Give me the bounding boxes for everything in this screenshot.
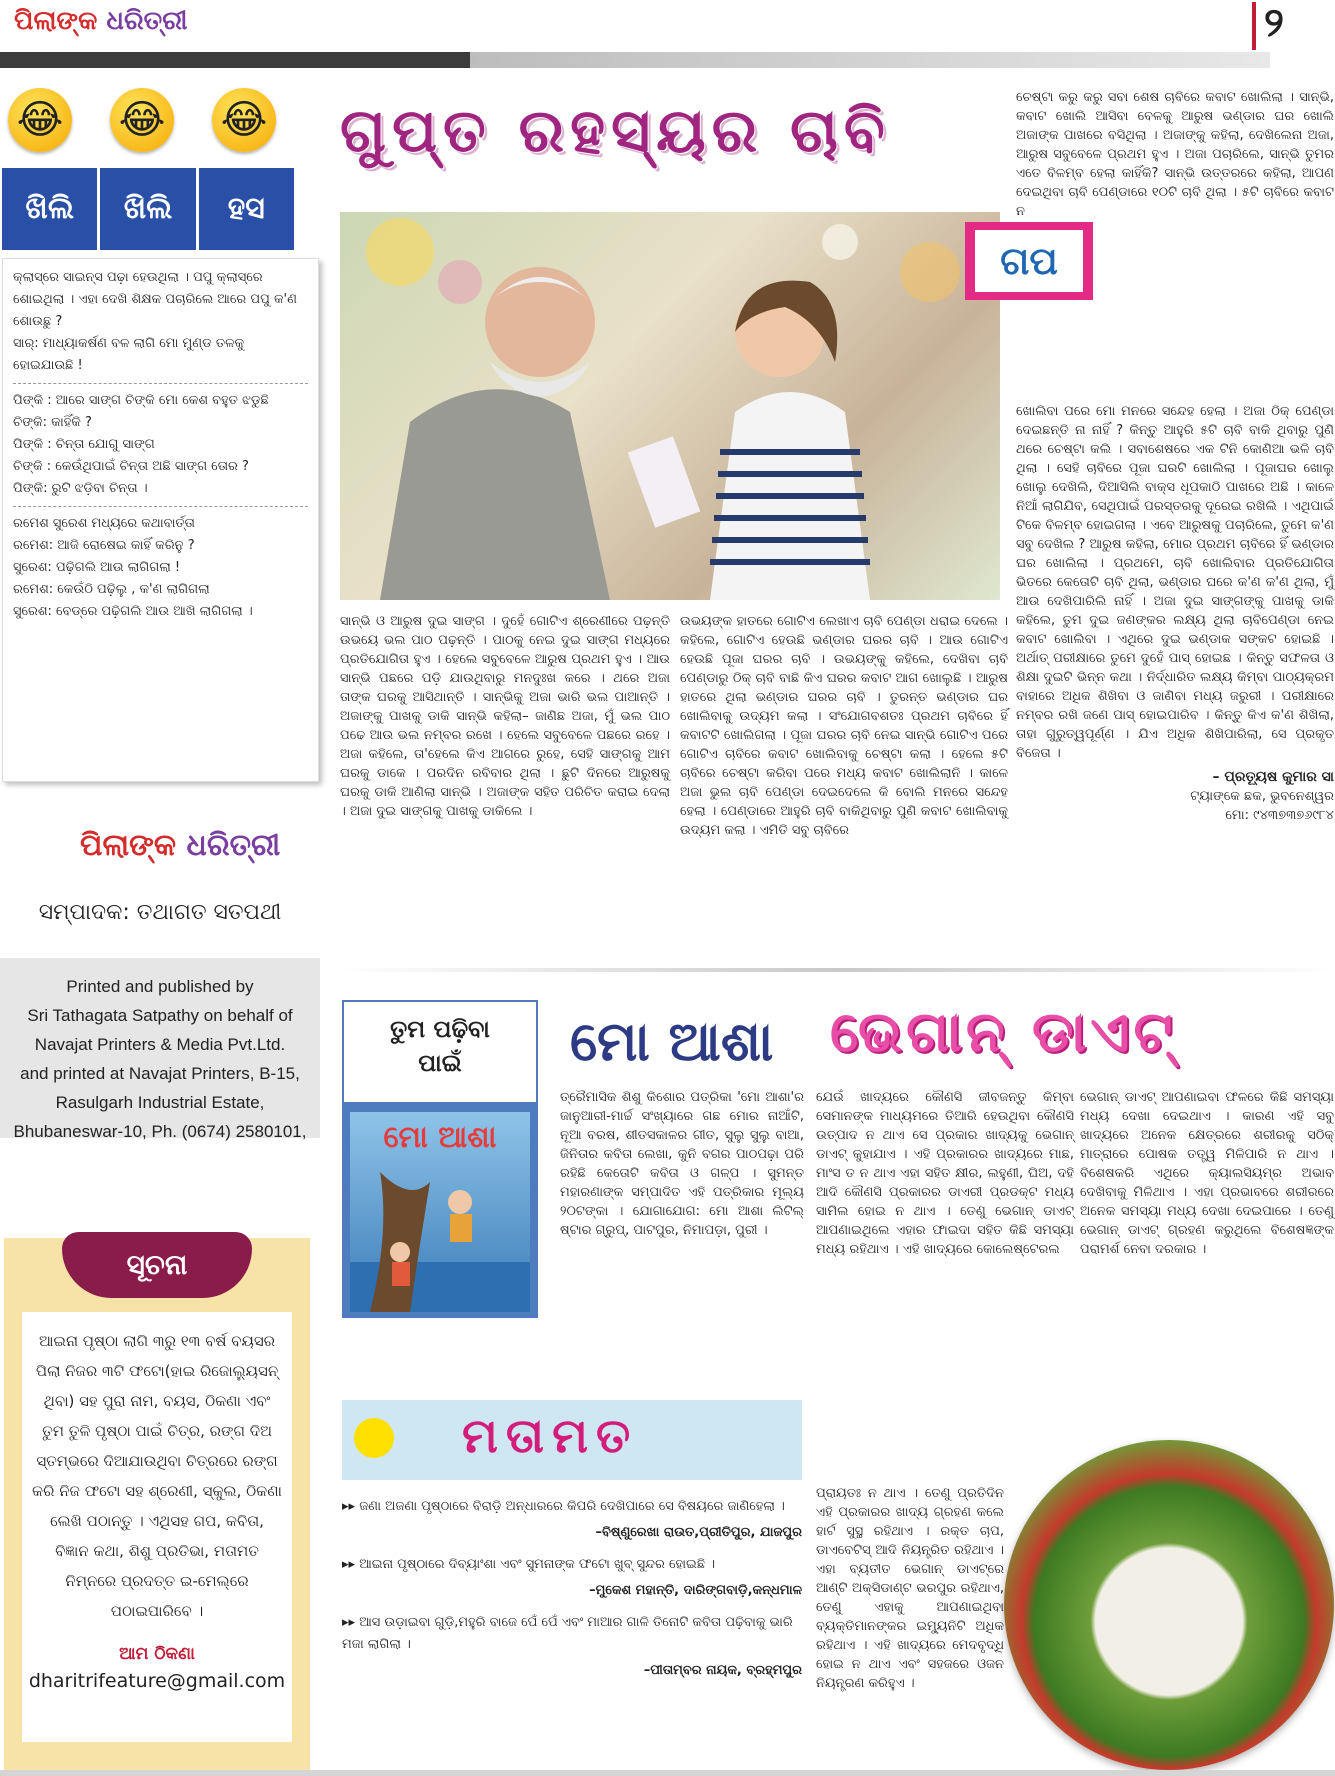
salad-bowl-image xyxy=(1004,1440,1334,1770)
joke-line: ପିଙ୍କି: ରୁଟି ଝଡ଼ିବା ଚିନ୍ତା । xyxy=(13,481,148,496)
bullet-arrow-icon: ▸▸ xyxy=(342,1499,360,1514)
joke-line: ରମେଶ: କେଉଁଠି ପଢ଼ିଲୁ , କ'ଣ ଲାଗିଗଲା xyxy=(13,582,210,597)
opinion-text: ଆଇନା ପୃଷ୍ଠାରେ ଦିବ୍ୟାଂଶା ଏବଂ ସୁମନାଙ୍କ ଫଟୋ ଖୁବ୍ ସୁନ୍ଦର ହୋଇଛି । xyxy=(359,1557,716,1572)
joke-line: ସୁରେଶ: ବେଡ୍‌ରେ ପଢ଼ିଗଲି ଆଉ ଆଖି ଲାଗିଗଲା । xyxy=(13,604,253,619)
story-column-1-text: ସାନ୍ଭି ଓ ଆରୁଷ ଦୁଇ ସାଙ୍ଗ । ଦୁହେଁ ଗୋଟିଏ ଶ୍ରେଣୀରେ ପଢ଼ନ୍ତି ଉଭୟେ ଭଲ ପାଠ ପଢ଼ନ୍ତି । ପାଠକୁ ନେଇ ଦୁଇ ସାଙ୍ଗ ମଧ୍ୟରେ ପ୍ରତିଯୋଗିତା ହୁଏ । ହେଲେ ସବୁବେଳେ ଆରୁଷ ପ୍ରଥମ ହୁଏ । ଆଉ ସାନ୍ଭି ପଛରେ ପଡ଼ି ଯାଉଥିବାରୁ ମନଦୁଃଖ କରେ । ଥରେ ଅଜା ତାଙ୍କ ଘରକୁ ଆସିଥାନ୍ତି । ସାନ୍ଭିକୁ ଅଜା ଭାରି ଭଲ ପାଆନ୍ତି । ଅଜାଙ୍କୁ ପାଖକୁ ଡାକି ସାନ୍ଭି କହିଲା– ଜାଣିଛ ଅଜା, ମୁଁ ଭଲ ପାଠ ପଢେ ଆଉ ଭଲ ନମ୍ବର ରଖେ । ହେଲେ ସବୁବେଳେ ପଛରେ ରହେ । ଅଜା କହିଲେ, ତା'ହେଲେ କିଏ ଆଗରେ ରୁହେ, ସେହି ସାଙ୍ଗକୁ ଆମ ଘରକୁ ଡାକେ । ପରଦିନ ରବିବାର ଥିଲା । ଛୁଟି ଦିନରେ ଆରୁଷକୁ ଘରକୁ ଡାକି ଆଣିଲା ସାନ୍ଭି । ଅଜାଙ୍କ ସହିତ ପରିଚିତ କରାଇ ଦେଲା । ଅଜା ଦୁଇ ସାଙ୍ଗକୁ ପାଖକୁ ଡାକିଲେ । xyxy=(340,614,670,819)
bullet-arrow-icon: ▸▸ xyxy=(342,1557,360,1572)
brand-part1: ପିଲାଙ୍କ xyxy=(80,828,177,863)
imprint-line: Rasulgarh Industrial Estate, xyxy=(55,1093,265,1112)
opinion-item xyxy=(342,1554,802,1602)
magazine-heading-line2: ପାଇଁ xyxy=(418,1049,462,1077)
joke-line: ସାର୍: ମାଧ୍ୟାକର୍ଷଣ ବଳ ଲାଗି ମୋ ମୁଣ୍ଡ ତଳକୁ ହୋଇଯାଉଛି ! xyxy=(13,336,245,373)
opinion-signature: –ମୁକେଶ ମହାନ୍ତି, ଦାରିଙ୍ଗବାଡ଼ି,କନ୍ଧମାଳ xyxy=(589,1583,802,1598)
story-genre-badge xyxy=(965,222,1093,300)
story-column-2: ଉଭୟଙ୍କ ହାତରେ ଗୋଟିଏ ଲେଖାଏ ଚାବି ପେଣ୍ଡା ଧରାଇ ଦେଲେ । କହିଲେ, ଗୋଟିଏ ହେଉଛି ଭଣ୍ଡାର ଘରର ଚାବି । ଆଉ ଗୋଟିଏ ହେଉଛି ପୂଜା ଘରର ଚାବି । ଉଭୟଙ୍କୁ କହିଲେ, ଦେଖିବା ଚାବି ପେଣ୍ଡାରୁ ଠିକ୍ ଚାବି ବାଛି କିଏ ଘରର କବାଟ ଆଗ ଖୋଲୁଛି । ଆରୁଷ ହାତରେ ଥିଲା ଭଣ୍ଡାର ଘରର ଚାବି । ତୁରନ୍ତ ଭଣ୍ଡାର ଘର ଖୋଲିବାକୁ ଉଦ୍ୟମ କଲା । ସଂଯୋଗବଶତଃ ପ୍ରଥମ ଚାବିରେ ହିଁ କବାଟଟି ଖୋଲିଗଲା । ପୂଜା ଘରର ଚାବି ନେଇ ସାନ୍ଭି ଗୋଟିଏ ପରେ ଗୋଟିଏ ଚାବିରେ କବାଟ ଖୋଲିବାକୁ ଚେଷ୍ଟା କଲା । ହେଲେ ୫ଟି ଚାବିରେ ଚେଷ୍ଟା କରିବା ପରେ ମଧ୍ୟ କବାଟ ଖୋଲିଲାନି । କାଳେ ଅଜା ଭୁଲ ଚାବି ପେଣ୍ଡା ଦେଇଦେଲେ କି ବୋଲି ମନରେ ସନ୍ଦେହ ହେଲା । ପେଣ୍ଡାରେ ଆହୁରି ଚାବି ବାକିଥିବାରୁ ପୁଣି କବାଟ ଖୋଲିବାକୁ ଉଦ୍ୟମ କଲା । ଏମିତି ସବୁ ଚାବିରେ xyxy=(680,614,1008,838)
vegan-column-2: ଭେଗାନ୍ ଡାଏଟ୍ ଆପଣାଇବା ଫଳରେ କିଛି ସମସ୍ୟା ମଧ୍ୟ ଦେଖା ଦେଇଥାଏ । କାରଣ ଏହି ସବୁ ଖାଦ୍ୟରେ ଅନେକ କ୍ଷେତ୍ରରେ ଶରୀରକୁ ସଠିକ୍ ମାତ୍ରାରେ ପୋଷକ ତତ୍ତ୍ୱ ମିଳିପାରି ନ ଥାଏ । ବିଶେଷକରି ଏଥିରେ କ୍ୟାଲସିୟମ୍‌ର ଅଭାବ ଦେଖିବାକୁ ମିଳିଥାଏ । ଏହା ପ୍ରଭାବରେ ଶରୀରରେ ଅନେକ ସମସ୍ୟା ମଧ୍ୟ ଦେଖା ଦେଇପାରେ । ତେଣୁ ଭେଗାନ୍ ଡାଏଟ୍ ଗ୍ରହଣ କରୁଥିଲେ ବିଶେଷଜ୍ଞଙ୍କ ପରାମର୍ଶ ନେବା ଦରକାର । xyxy=(1080,1090,1334,1257)
laughing-emoji-icon: 😂 xyxy=(212,88,276,152)
joke-line: ପିଙ୍କି : ଚିନ୍ତା ଯୋଗୁ ସାଙ୍ଗ xyxy=(13,437,155,452)
fun-title-word: ହସ xyxy=(227,191,265,226)
grandfather-girl-illustration xyxy=(340,212,1000,600)
genre-label: ଗପ xyxy=(975,230,1083,292)
opinions-header xyxy=(342,1400,802,1480)
opinion-signature: –ପୀତାମ୍ବର ନାୟକ, ବ୍ରହ୍ମପୁର xyxy=(643,1663,802,1678)
imprint-line: Navajat Printers & Media Pvt.Ltd. xyxy=(34,1035,286,1054)
joke-line: କ୍ଲାସ୍‌ରେ ସାଇନ୍ସ ପଢ଼ା ହେଉଥିଲା । ପପୁ କ୍ଲାସ୍‌ରେ ଶୋଇଥିଲା । ଏହା ଦେଖି ଶିକ୍ଷକ ପଚାରିଲେ ଆରେ ପପୁ କ'ଣ ଶୋଉଛୁ ? xyxy=(13,270,297,329)
joke-line: ପିଙ୍କି : ଆରେ ସାଙ୍ଗ ଚିଙ୍କି ମୋ କେଶ ବହୁତ ଝଡୁଛି xyxy=(13,393,269,408)
joke-line: ଚିଙ୍କି: କାହିଁକି ? xyxy=(13,415,92,430)
imprint-line: Printed and published by xyxy=(66,977,254,996)
imprint-line: Sri Tathagata Satpathy on behalf of xyxy=(27,1006,293,1025)
author-name: – ପ୍ରତ୍ୟୂଷ କୁମାର ସା xyxy=(1212,769,1334,785)
address-label: ଆମ ଠିକଣା xyxy=(119,1644,195,1664)
magazine-heading xyxy=(342,1000,538,1104)
fun-title-word: ଖିଲି xyxy=(100,168,198,250)
story-continuation-top: ଚେଷ୍ଟା କରୁ କରୁ ସବା ଶେଷ ଚାବିରେ କବାଟ ଖୋଲିଲା । ସାନ୍ଭି, କବାଟ ଖୋଲି ଆସିବା ବେଳକୁ ଆରୁଷ ଭଣ୍ଡାର ଘର ଖୋଲି ଅଜାଙ୍କ ପାଖରେ ବସିଥିଲା । ଅଜାଙ୍କୁ କହିଲା, ଦେଖିଲେନା ଅଜା, ଆରୁଷ ସବୁବେଳେ ପ୍ରଥମ ହୁଏ । ଅଜା ପଚାରିଲେ, ସାନ୍ଭି ତୁମର ଏତେ ବିଳମ୍ବ ହେଲା କାହିଁକି? ସାନ୍ଭି ଉତ୍ତରରେ କହିଲା, ଆପଣ ଦେଇଥିବା ଚାବି ପେଣ୍ଡାରେ ୧୦ଟି ଚାବି ଥିଲା । ୫ଟି ଚାବିରେ କବାଟ ନ xyxy=(1016,90,1334,219)
page-number-divider xyxy=(1252,2,1256,50)
section-divider xyxy=(340,968,1334,972)
joke-line: ରମେଶ: ଆଜି ରୋଷେଇ କାହିଁ କରିନୁ ? xyxy=(13,538,195,553)
fun-title-word: ଖିଲି xyxy=(2,168,100,250)
sun-icon xyxy=(354,1418,394,1458)
header-band-dark xyxy=(0,52,470,68)
contact-email: dharitrifeature@gmail.com xyxy=(28,1670,286,1692)
story-column-3 xyxy=(1016,402,1334,823)
header-band-light xyxy=(470,52,1270,68)
brand-part2: ଧରିତ୍ରୀ xyxy=(106,6,188,36)
magazine-cover-art xyxy=(350,1112,530,1312)
magazine-cover xyxy=(342,1000,538,1318)
author-place: ଟ୍ୟାଙ୍କେ ଛକ, ଭୁବନେଶ୍ୱର xyxy=(1190,789,1334,804)
jokes-box xyxy=(2,258,319,782)
vegan-column-1-text: ଯେଉଁ ଖାଦ୍ୟରେ କୌଣସି ଜୀବଜନ୍ତୁ କିମ୍ବା ସେମାନଙ୍କ ମାଧ୍ୟମରେ ତିଆରି ହେଉଥିବା କୌଣସି ଉତ୍ପାଦ ନ ଥାଏ ସେ ପ୍ରକାର ଖାଦ୍ୟକୁ ଭେଗାନ୍ ଡାଏଟ୍ କୁହାଯାଏ । ଏହି ପ୍ରକାରର ଖାଦ୍ୟରେ ମାଛ, ମାଂସ ତ ନ ଥାଏ ଏହା ସହିତ କ୍ଷୀର, ଲହୁଣୀ, ଘିଅ, ଦହି ଆଦି କୌଣସି ପ୍ରକାରର ଡାଏରୀ ପ୍ରଡକ୍ଟ ମଧ୍ୟ ସାମିଲ ହୋଇ ନ ଥାଏ । ତେଣୁ ଭେଗାନ୍ ଡାଏଟ୍ ଆପଣାଇଥିଲେ ଏହାର ଫାଇଦା ସହିତ କିଛି ସମସ୍ୟା ମଧ୍ୟ ରହିଥାଏ । ଏହି ଖାଦ୍ୟରେ କୋଲେଷ୍ଟେରଲ xyxy=(816,1090,1074,1257)
masthead-logo xyxy=(80,828,280,863)
notice-body xyxy=(22,1312,292,1742)
vegan-title: ଭେଗାନ୍ ଡାଏଟ୍ xyxy=(830,1000,1177,1065)
vegan-column-1-continued: ପ୍ରାୟତଃ ନ ଥାଏ । ତେଣୁ ପ୍ରତିଦିନ ଏହି ପ୍ରକାରର ଖାଦ୍ୟ ଗ୍ରହଣ କଲେ ହାର୍ଟ ସୁସ୍ଥ ରହିଥାଏ । ରକ୍ତ ଚାପ, ଡାଏବେଟିସ୍ ଆଦି ନିୟନ୍ତ୍ରିତ ରହିଥାଏ । ଏହା ବ୍ୟତୀତ ଭେଗାନ୍ ଡାଏଟ୍‌ରେ ଆଣ୍ଟି ଅକ୍ସିଡାଣ୍ଟ ଭରପୁର ରହିଥାଏ, ତେଣୁ ଏହାକୁ ଆପଣାଇଥିବା ବ୍ୟକ୍ତିମାନଙ୍କର ଇମ୍ୟୁନିଟି ଅଧିକ ରହିଥାଏ । ଏହି ଖାଦ୍ୟରେ ମେଦବୃଦ୍ଧି ହୋଇ ନ ଥାଏ ଏବଂ ସହଜରେ ଓଜନ ନିୟନ୍ତ୍ରଣ କରିହୁଏ । xyxy=(816,1486,1004,1691)
opinions-list xyxy=(342,1496,802,1692)
brand-part2: ଧରିତ୍ରୀ xyxy=(186,828,281,863)
notice-text: ଆଇନା ପୃଷ୍ଠା ଲାଗି ୩ରୁ ୧୩ ବର୍ଷ ବୟସର ପିଲା ନିଜର ୩ଟି ଫଟୋ(ହାଇ ରିଜୋଲ୍ୟୁସନ୍ ଥିବା) ସହ ପୁରା ନାମ, ବୟସ, ଠିକଣା ଏବଂ ତୁମ ତୁଳି ପୃଷ୍ଠା ପାଇଁ ଚିତ୍ର, ରଙ୍ଗ ଦିଅ ସ୍ତମ୍ଭରେ ଦିଆଯାଉଥିବା ଚିତ୍ରରେ ରଙ୍ଗ କରି ନିଜ ଫଟୋ ସହ ଶ୍ରେଣୀ, ସ୍କୁଲ, ଠିକଣା ଲେଖି ପଠାନ୍ତୁ । ଏଥିସହ ଗପ, କବିତା, ବିଜ୍ଞାନ କଥା, ଶିଶୁ ପ୍ରତିଭା, ମତାମତ ନିମ୍ନରେ ପ୍ରଦତ୍ତ ଇ-ମେଲ୍‌ରେ ପଠାଇପାରିବେ । xyxy=(32,1332,282,1620)
opinion-text: ଆସ ଉଡ଼ାଇବା ଗୁଡ଼ି,ମହୁରି ବାଜେ ପେଁ ପେଁ ଏବଂ ମାଆର ଗାଳି ତିନୋଟି କବିତା ପଢ଼ିବାକୁ ଭାରି ମଜା ଲାଗିଲା । xyxy=(342,1615,793,1652)
joke-line: ଚିଙ୍କି : କେଉଁଥିପାଇଁ ଚିନ୍ତା ଅଛି ସାଙ୍ଗ ତୋର ? xyxy=(13,459,249,474)
joke-line: ସୁରେଶ: ପଢ଼ିଗଲି ଆଉ ଲାଗିଗଲା ! xyxy=(13,560,181,575)
imprint-line: and printed at Navajat Printers, B-15, xyxy=(20,1064,300,1083)
magazine-heading-line1: ତୁମ ପଢ଼ିବା xyxy=(390,1015,490,1043)
joke-line: ରମେଶ ସୁରେଶ ମଧ୍ୟରେ କଥାବାର୍ତ୍ତା xyxy=(13,516,196,531)
opinion-item xyxy=(342,1496,802,1544)
story-column-1 xyxy=(340,612,670,821)
magazine-cover-name: ମୋ ଆଶା xyxy=(383,1120,497,1155)
brand-logo xyxy=(14,6,188,37)
opinions-title: ମତାମତ xyxy=(462,1408,639,1464)
opinion-text: ଜଣା ଅଜଣା ପୃଷ୍ଠାରେ ବିରାଡ଼ି ଅନ୍ଧାରରେ କିପରି ଦେଖିପାରେ ସେ ବିଷୟରେ ଜାଣିହେଲା । xyxy=(359,1499,785,1514)
laughing-emoji-icon: 😂 xyxy=(110,88,174,152)
fun-section-title xyxy=(2,168,294,250)
imprint-line: Bhubaneswar-10, Ph. (0674) 2580101, xyxy=(13,1122,307,1141)
story-column-3-text: ଖୋଲିବା ପରେ ମୋ ମନରେ ସନ୍ଦେହ ହେଲା । ଅଜା ଠିକ୍ ପେଣ୍ଡା ଦେଇଛନ୍ତି ନା ନାହିଁ ? କିନ୍ତୁ ଆହୁରି ୫ଟି ଚାବି ବାକି ଥିବାରୁ ପୁଣି ଥରେ ଚେଷ୍ଟା କଲି । ସବାଶେଷରେ ଏକ ଟିନି କୋଣିଆ ଭଳି ଚାବି ଥିଲା । ସେହି ଚାବିରେ ପୂଜା ଘରଟି ଖୋଲିଲା । ପୂଜାଘର ଖୋଲୁ ଖୋଲୁ ଦେଖିଲି, ଦିଆସିଲି ବାକ୍ସ ଧୂପକାଠି ପାଖରେ ଅଛି । କାଳେ ନିଆଁ ଲାଗିଯିବ, ସେଥିପାଇଁ ପରସ୍ତରକୁ ଦୂରେଇ ରଖିଲି । ଏଥିପାଇଁ ଟିକେ ବିଳମ୍ବ ହୋଇଗଲା । ଏବେ ଆରୁଷକୁ ପଚାରିଲେ, ତୁମେ କ'ଣ ସବୁ ଦେଖିଲ ? ଆରୁଷ କହିଲା, ମୋର ପ୍ରଥମ ଚାବିରେ ହିଁ ଭଣ୍ଡାର ଘର ଖୋଲିଲା । ପ୍ରଥମେ, ଚାବି ଖୋଲିବାର ପ୍ରତିଯୋଗିତା ଭିତରେ କେତୋଟି ଚାବି ଥିଲା, ଭଣ୍ଡାର ଘରେ କ'ଣ କ'ଣ ଥିଲା, ମୁଁ ଆଉ ଦେଖିପାରିଲି ନାହିଁ । ଅଜା ଦୁଇ ସାଙ୍ଗଙ୍କୁ ପାଖକୁ ଡାକି କହିଲେ, ତୁମ ଦୁଇ ଜଣଙ୍କର ଲକ୍ଷ୍ୟ ଥିଲା ଚାବିପେଣ୍ଡା ନେଇ କବାଟ ଖୋଲିବା । ଏଥିରେ ଦୁଇ ଭଣ୍ଡାକ ସଙ୍କଟ ହୋଇଛି । ଅର୍ଥାତ୍ ପରୀକ୍ଷାରେ ତୁମେ ଦୁହେଁ ପାସ୍ ହୋଇଛ । କିନ୍ତୁ ସଫଳତା ଓ ଶିକ୍ଷା ଦୁଇଟି ଭିନ୍ନ କଥା । ନିର୍ଦ୍ଧାରିତ ଲକ୍ଷ୍ୟ କିମ୍ବା ପାଠ୍ୟକ୍ରମ ବାହାରେ ଅଧିକ ଶିଖିବା ଓ ଜାଣିବା ମଧ୍ୟ ଜରୁରୀ । ପରୀକ୍ଷାରେ ନମ୍ବର ରଖି ଜଣେ ପାସ୍ ହୋଇପାରିବ । କିନ୍ତୁ କିଏ କ'ଣ ଶିଖିଲା, ତାହା ଗୁରୁତ୍ୱପୂର୍ଣ୍ଣ । ଯିଏ ଅଧିକ ଶିଖିପାରିଲା, ସେ ପ୍ରକୃତ ବିଜେତା । xyxy=(1016,404,1334,761)
opinion-signature: –ବିଷ୍ଣୁରେଖା ରାଉତ,ପ୍ରୀତିପୁର, ଯାଜପୁର xyxy=(595,1525,802,1540)
vegan-column-1 xyxy=(816,1088,1074,1259)
bottom-rule xyxy=(0,1770,1335,1776)
bullet-arrow-icon: ▸▸ xyxy=(342,1615,360,1630)
laughing-emoji-icon: 😂 xyxy=(8,88,72,152)
magazine-review-text: ତ୍ରୈମାସିକ ଶିଶୁ କିଶୋର ପତ୍ରିକା 'ମୋ ଆଶା'ର ଜାନୁଆରୀ-ମାର୍ଚ୍ଚ ସଂଖ୍ୟାରେ ଗଛ ମୋର ନାଆଁଟି, ନୂଆ ବରଷ, ଶୀତସକାଳର ଗୀତ, ସୁଲୁ ସୁଲୁ ବାଆ, ଜିନିତାର କବିତା ଲେଖା, କୁନି ବଗର ପାଠପଢ଼ା ପରି ରହିଛି କେତୋଟି କବିତା ଓ ଗଳ୍ପ । ସୁମନ୍ତ ମହାରଣାଙ୍କ ସମ୍ପାଦିତ ଏହି ପତ୍ରିକାର ମୂଲ୍ୟ ୨୦ଟଙ୍କା । ଯୋଗାଯୋଗ: ମୋ ଆଶା ଲିଟିଲ୍ ଷ୍ଟାର ଗ୍ରୁପ୍, ପାଟପୁର, ନିମାପଡ଼ା, ପୁରୀ । xyxy=(560,1090,804,1238)
story-title: ଗୁପ୍ତ ରହସ୍ୟର ଚାବି xyxy=(340,96,891,166)
imprint-box xyxy=(0,958,320,1141)
editor-credit: ସମ୍ପାଦକ: ତଥାଗତ ସତପଥୀ xyxy=(38,900,282,925)
story-photo xyxy=(340,212,1000,600)
page-number: ୨ xyxy=(1264,0,1284,46)
magazine-review-title: ମୋ ଆଶା xyxy=(570,1010,774,1073)
opinion-item xyxy=(342,1612,802,1682)
brand-part1: ପିଲାଙ୍କ xyxy=(14,6,98,36)
notice-title: ସୂଚନା xyxy=(62,1232,252,1298)
author-phone: ମୋ: ୯୪୩୭୩୭୬୯୮୪ xyxy=(1225,808,1334,823)
